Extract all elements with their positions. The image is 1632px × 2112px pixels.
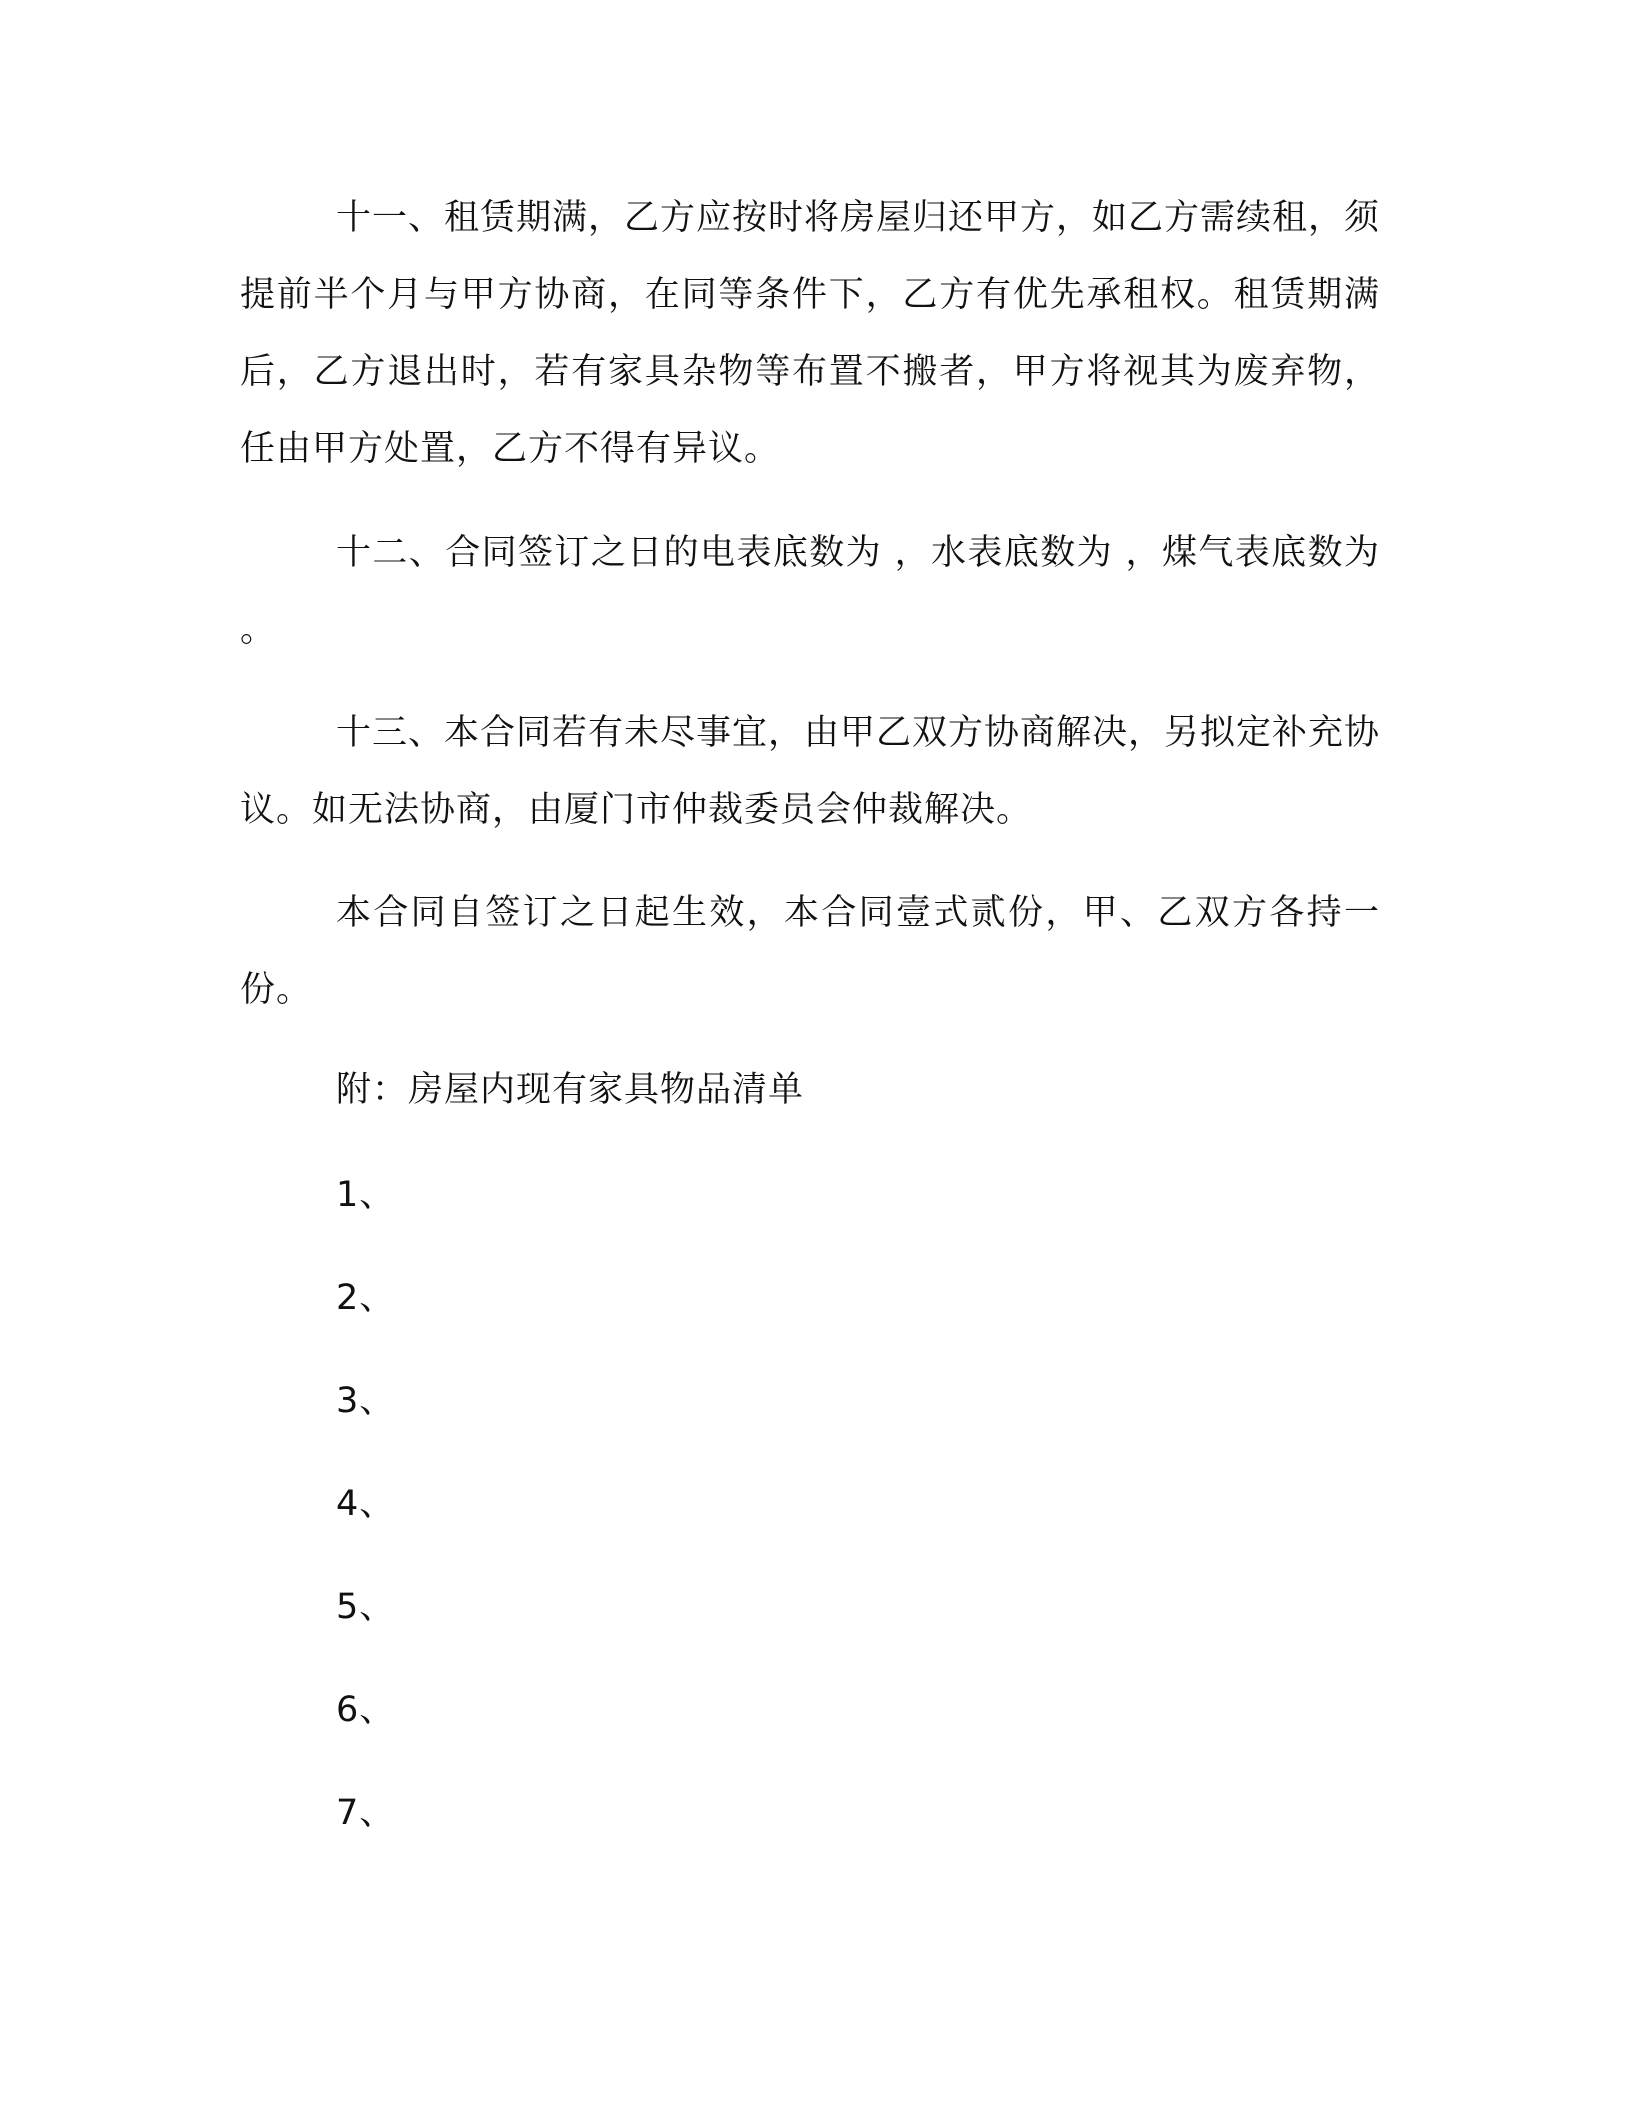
list-item: 3、 xyxy=(336,1381,396,1421)
clause-12-paragraph: 十二、合同签订之日的电表底数为 ，水表底数为 ，煤气表底数为 。 xyxy=(240,533,1380,650)
list-item: 5、 xyxy=(336,1587,396,1627)
list-item: 6、 xyxy=(336,1690,396,1730)
list-item: 2、 xyxy=(336,1278,396,1318)
furniture-list xyxy=(336,1157,395,1878)
clause-13-paragraph: 十三、本合同若有未尽事宜，由甲乙双方协商解决，另拟定补充协议。如无法协商，由厦门市仲裁委员会仲裁解决。 xyxy=(240,713,1381,830)
list-item: 4、 xyxy=(336,1484,396,1524)
effectiveness-paragraph: 本合同自签订之日起生效，本合同壹式贰份，甲、乙双方各持一份。 xyxy=(240,893,1380,1010)
clause-11-paragraph: 十一、租赁期满，乙方应按时将房屋归还甲方，如乙方需续租，须提前半个月与甲方协商，在同等条件下，乙方有优先承租权。租赁期满后，乙方退出时，若有家具杂物等布置不搬者，甲方将视其为废弃物，任由甲方处置，乙方不得有异议。 xyxy=(240,198,1381,469)
list-item: 7、 xyxy=(336,1793,396,1833)
list-item: 1、 xyxy=(336,1175,396,1215)
attachment-title: 附：房屋内现有家具物品清单 xyxy=(336,1070,805,1110)
